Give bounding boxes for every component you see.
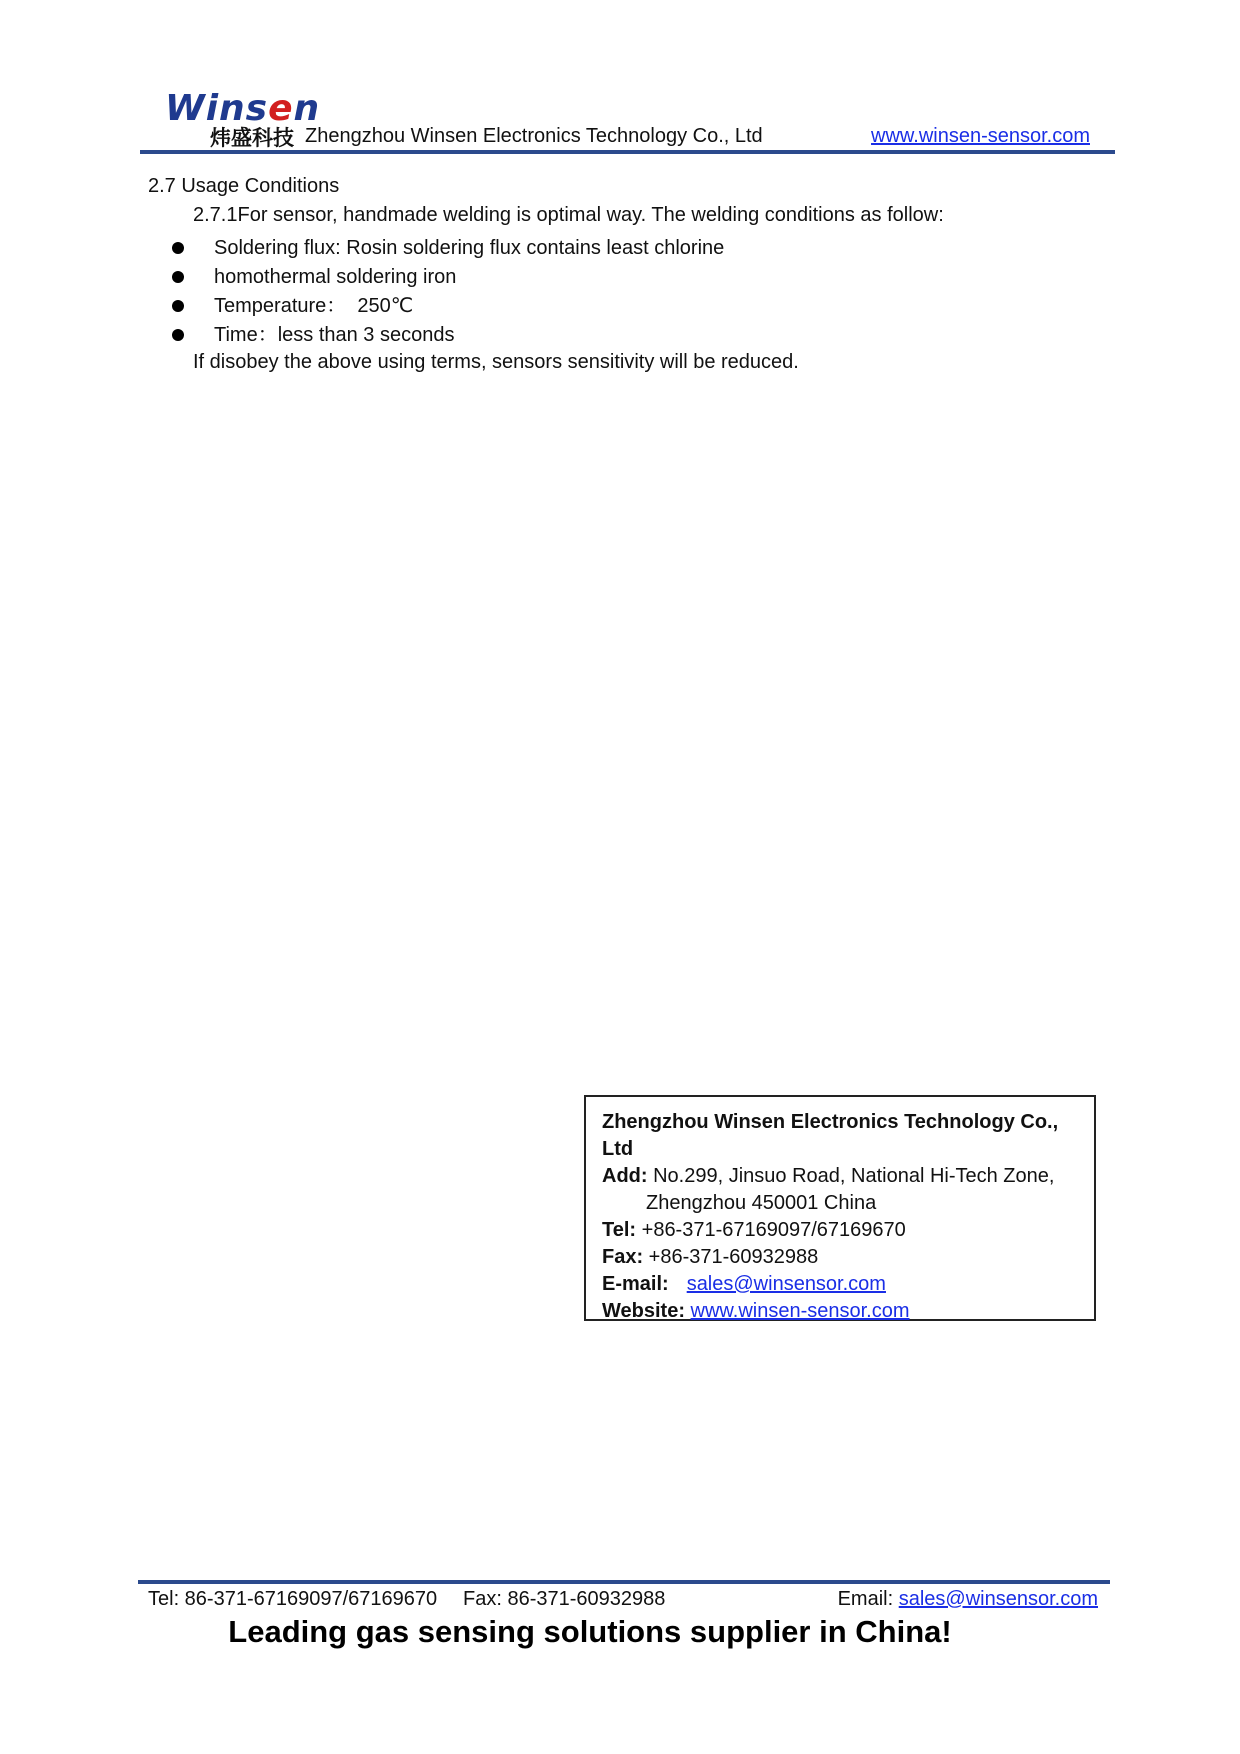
list-item-text: homothermal soldering iron	[214, 266, 457, 288]
page-header	[140, 80, 1115, 154]
fax-label: Fax:	[602, 1246, 644, 1268]
footer-email-link[interactable]: sales@winsensor.com	[898, 1588, 1098, 1610]
website-label: Website:	[602, 1300, 685, 1322]
section-title: 2.7 Usage Conditions	[148, 175, 340, 197]
footer-email-label: Email:	[837, 1588, 899, 1610]
list-item	[148, 321, 1108, 350]
header-divider	[140, 150, 1115, 154]
list-item	[148, 234, 1108, 263]
contact-address	[602, 1163, 1078, 1190]
contact-tel	[602, 1217, 1078, 1244]
address-line-2: Zhengzhou 450001 China	[646, 1192, 877, 1214]
logo-text-b: n	[293, 88, 321, 129]
list-item-text: Temperature： 250℃	[214, 295, 414, 317]
header-company-name: Zhengzhou Winsen Electronics Technology Co., Ltd	[305, 125, 763, 147]
footer-contact-line	[148, 1588, 1098, 1616]
logo-text-a: Wins	[165, 88, 269, 129]
email-label: E-mail:	[602, 1273, 669, 1295]
footer-email	[838, 1588, 1098, 1611]
welding-conditions-list	[148, 234, 1108, 350]
tel-label: Tel:	[602, 1219, 637, 1241]
contact-company-name: Zhengzhou Winsen Electronics Technology Co., Ltd	[602, 1111, 1059, 1160]
fax-value: +86-371-60932988	[643, 1246, 819, 1268]
list-item	[148, 263, 1108, 292]
bullet-icon	[172, 329, 184, 341]
contact-email	[602, 1271, 1078, 1298]
tel-value: +86-371-67169097/67169670	[636, 1219, 906, 1241]
address-line-1: No.299, Jinsuo Road, National Hi-Tech Zone,	[647, 1165, 1055, 1187]
contact-website	[602, 1298, 1078, 1325]
bullet-icon	[172, 242, 184, 254]
contact-fax	[602, 1244, 1078, 1271]
footer-tel: Tel: 86-371-67169097/67169670	[148, 1588, 438, 1610]
logo-chinese-text: 炜盛科技	[210, 126, 294, 150]
website-link[interactable]: www.winsen-sensor.com	[690, 1300, 910, 1322]
bullet-icon	[172, 300, 184, 312]
header-website-link[interactable]: www.winsen-sensor.com	[871, 125, 1090, 147]
list-item-text: Time：less than 3 seconds	[214, 324, 455, 346]
logo-text-e: e	[268, 88, 294, 129]
address-label: Add:	[602, 1165, 648, 1187]
footer-divider	[138, 1580, 1110, 1584]
bullet-icon	[172, 271, 184, 283]
list-item	[148, 292, 1108, 321]
list-item-text: Soldering flux: Rosin soldering flux contains least chlorine	[214, 237, 725, 259]
footer-tagline: Leading gas sensing solutions supplier in China!	[228, 1614, 952, 1649]
contact-box	[584, 1095, 1096, 1321]
email-link[interactable]: sales@winsensor.com	[686, 1273, 886, 1295]
subsection-text: 2.7.1For sensor, handmade welding is optimal way. The welding conditions as follow:	[193, 204, 944, 226]
footer-fax: Fax: 86-371-60932988	[463, 1588, 666, 1610]
warning-note: If disobey the above using terms, sensors sensitivity will be reduced.	[193, 351, 799, 373]
usage-conditions-section	[148, 172, 1108, 377]
